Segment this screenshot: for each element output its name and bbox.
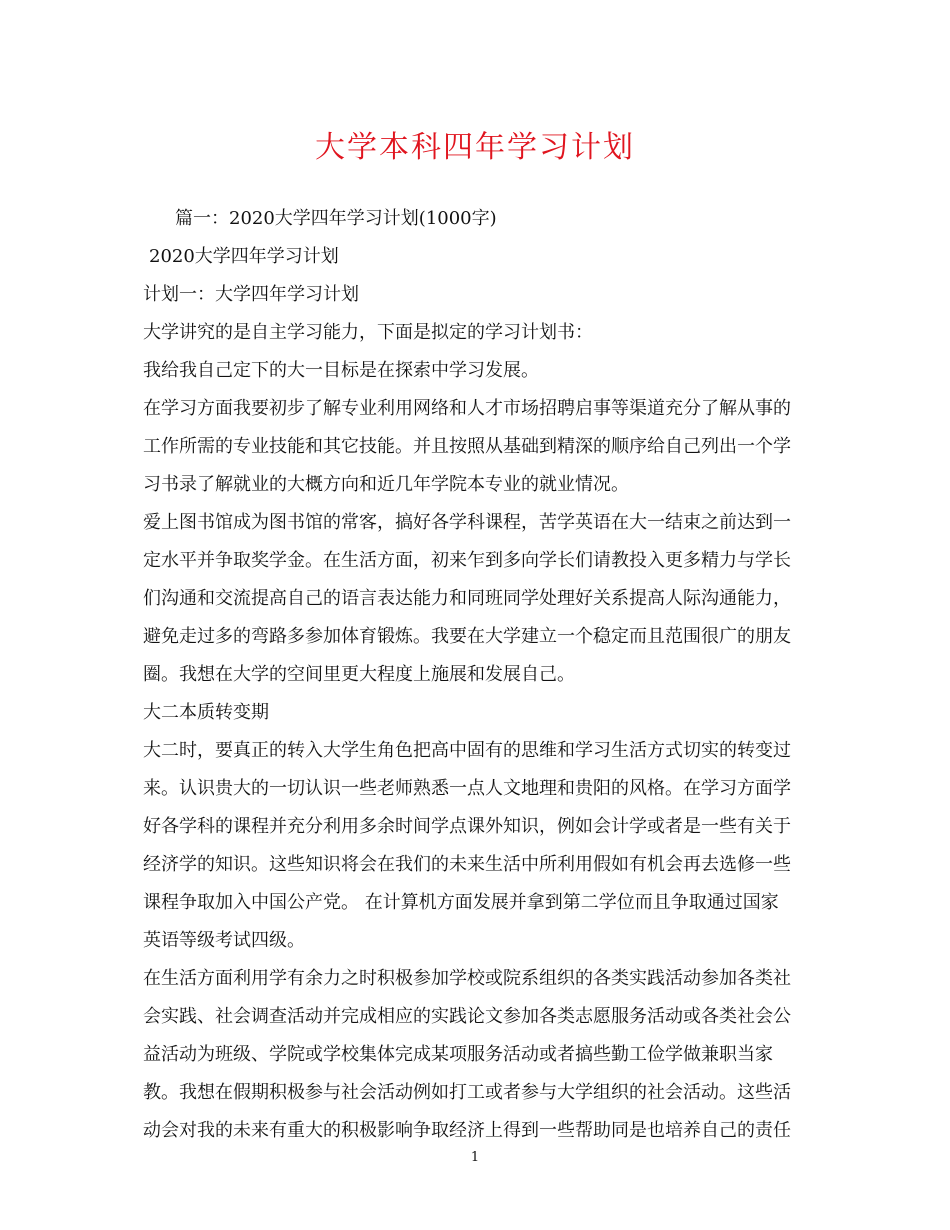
paragraph-line: 们沟通和交流提高自己的语言表达能力和同班同学处理好关系提高人际沟通能力， [143, 588, 791, 609]
paragraph-line: 益活动为班级、学院或学校集体完成某项服务活动或者搞些勤工俭学做兼职当家 [143, 1044, 773, 1065]
paragraph-line: 工作所需的专业技能和其它技能。并且按照从基础到精深的顺序给自己列出一个学 [143, 436, 791, 457]
paragraph-line: 避免走过多的弯路多参加体育锻炼。我要在大学建立一个稳定而且范围很广的朋友 [143, 626, 791, 647]
paragraph-line: 2020大学四年学习计划 [149, 246, 339, 267]
paragraph-line: 好各学科的课程并充分利用多余时间学点课外知识，例如会计学或者是一些有关于 [143, 816, 791, 837]
paragraph-line: 课程争取加入中国公产党。 在计算机方面发展并拿到第二学位而且争取通过国家 [143, 892, 779, 913]
paragraph-line: 我给我自己定下的大一目标是在探索中学习发展。 [143, 360, 539, 381]
paragraph-line: 来。认识贵大的一切认识一些老师熟悉一点人文地理和贵阳的风格。在学习方面学 [143, 778, 791, 799]
paragraph-line: 教。我想在假期积极参与社会活动例如打工或者参与大学组织的社会活动。这些活 [143, 1082, 791, 1103]
paragraph-line: 大二时，要真正的转入大学生角色把高中固有的思维和学习生活方式切实的转变过 [143, 740, 791, 761]
paragraph-line: 篇一：2020大学四年学习计划(1000字) [175, 208, 497, 229]
paragraph-line: 大二本质转变期 [143, 702, 269, 723]
paragraph-line: 圈。我想在大学的空间里更大程度上施展和发展自己。 [143, 664, 575, 685]
paragraph-line: 大学讲究的是自主学习能力，下面是拟定的学习计划书： [143, 322, 593, 343]
paragraph-line: 计划一：大学四年学习计划 [143, 284, 359, 305]
paragraph-line: 会实践、社会调查活动并完成相应的实践论文参加各类志愿服务活动或各类社会公 [143, 1006, 791, 1027]
document-body [143, 200, 819, 1150]
paragraph-line: 在学习方面我要初步了解专业利用网络和人才市场招聘启事等渠道充分了解从事的 [143, 398, 791, 419]
paragraph-line: 定水平并争取奖学金。在生活方面，初来乍到多向学长们请教投入更多精力与学长 [143, 550, 791, 571]
paragraph-line: 爱上图书馆成为图书馆的常客，搞好各学科课程，苦学英语在大一结束之前达到一 [143, 512, 791, 533]
paragraph-line: 在生活方面利用学有余力之时积极参加学校或院系组织的各类实践活动参加各类社 [143, 968, 791, 989]
paragraph-line: 英语等级考试四级。 [143, 930, 305, 951]
document-title: 大学本科四年学习计划 [315, 130, 635, 165]
paragraph-line: 习书录了解就业的大概方向和近几年学院本专业的就业情况。 [143, 474, 629, 495]
paragraph-line: 动会对我的未来有重大的积极影响争取经济上得到一些帮助同是也培养自己的责任 [143, 1120, 791, 1141]
page-number: 1 [470, 1150, 480, 1165]
paragraph-line: 经济学的知识。这些知识将会在我们的未来生活中所利用假如有机会再去选修一些 [143, 854, 791, 875]
